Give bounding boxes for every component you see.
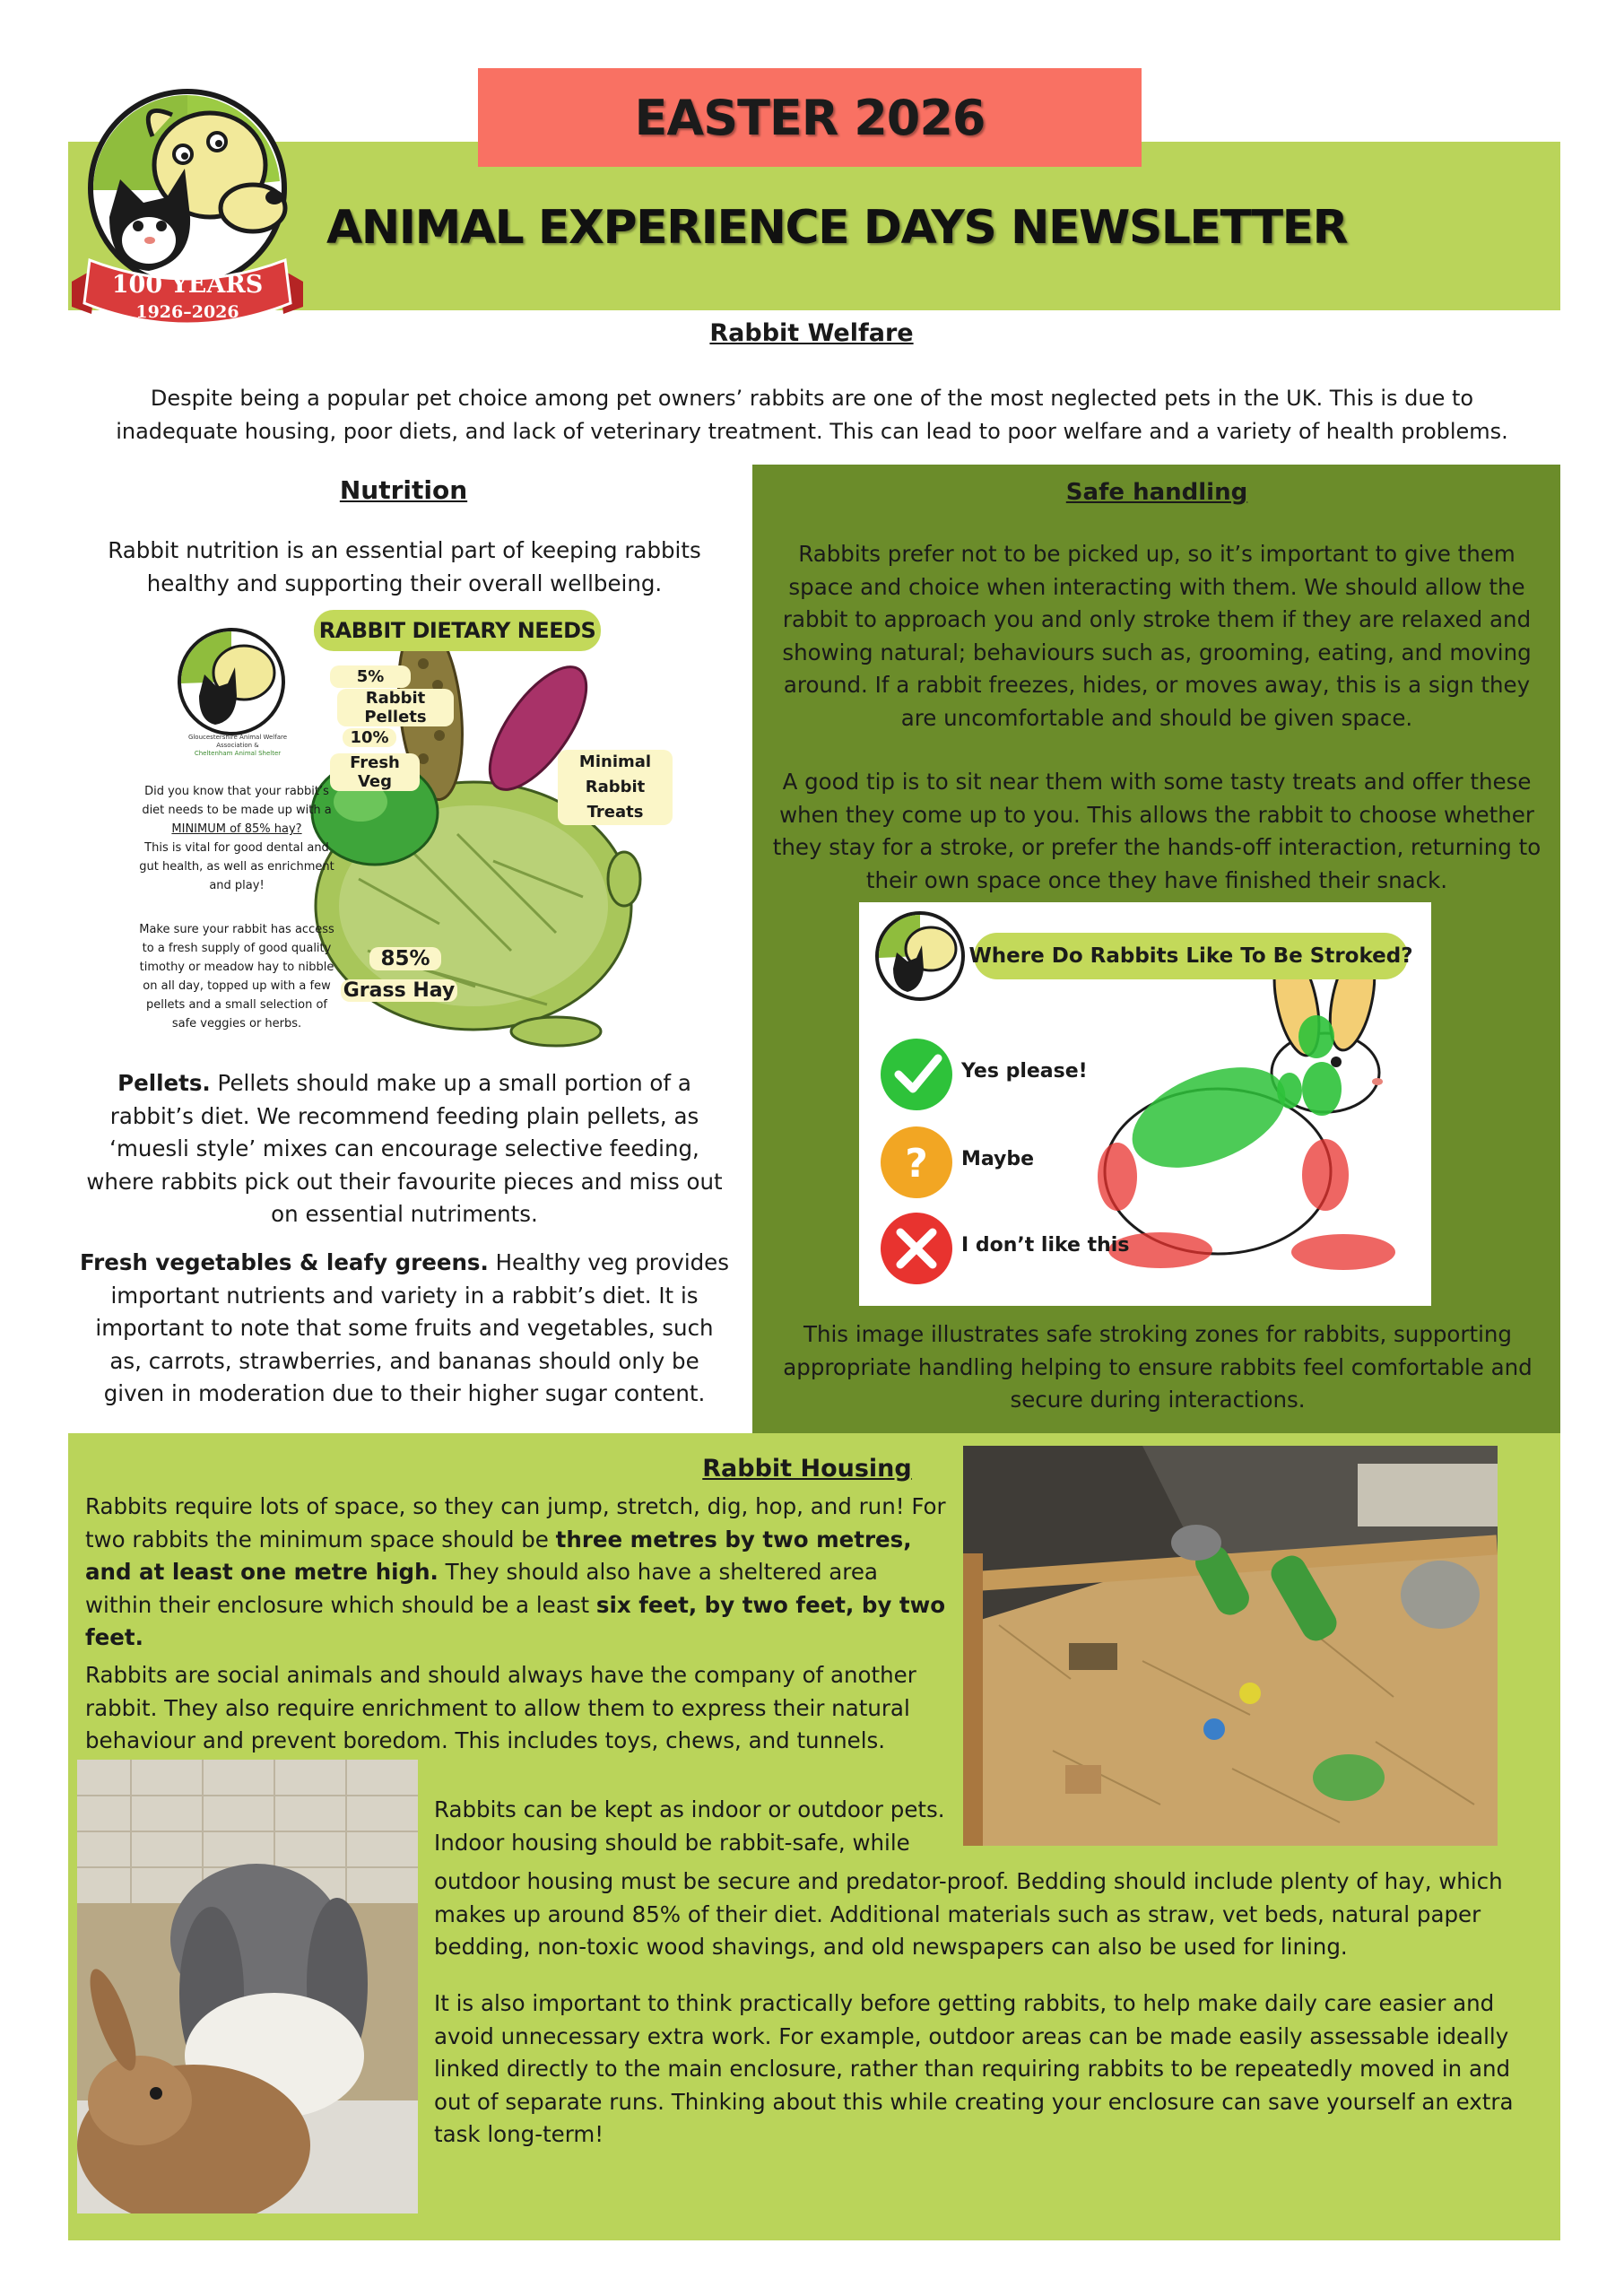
stroking-chart [859,902,1431,1306]
dietary-note-2: Make sure your rabbit has access to a fresh supply of good quality timothy or meadow hay to nibble on all day, topped up with a few pellets and a small selection of safe veggies or herbs. [139,923,334,1031]
rabbits-photo [77,1760,418,2213]
housing-para-3: outdoor housing must be secure and predator-proof. Bedding should include plenty of hay, which makes up around 85% of their diet. Additional materials such as straw, vet beds, natural paper bedding, non-toxic wood shavings, and old newspapers can also be used for lining. [434,1868,1503,1960]
treats-line-1: Minimal [578,752,652,771]
veg-name-label [330,753,420,791]
zone-front-feet [1291,1234,1395,1270]
stroking-title: Where Do Rabbits Like To Be Stroked? [968,944,1413,968]
easter-banner: EASTER 2026 [478,68,1142,167]
yes-label: Yes please! [961,1060,1088,1083]
housing-p1-a: Rabbits require lots of space, so they can jump, stretch, dig, hop, and run! For two rabbits the minimum space should be [85,1493,946,1552]
zone-tail [1098,1143,1137,1211]
pellets-paragraph [77,1067,732,1231]
nutrition-heading: Nutrition [339,475,468,505]
veg-title: Fresh vegetables & leafy greens. [79,1249,489,1275]
zone-forehead [1298,1015,1334,1058]
nutrition-intro: Rabbit nutrition is an essential part of keeping rabbits healthy and supporting their overall wellbeing. [108,537,701,596]
hay-pct-label [369,947,441,970]
housing-para-1 [85,1491,946,1655]
shelter-name-line-2: Cheltenham Animal Shelter [194,750,282,757]
note-1c: This is vital for good dental and gut health, as well as enrichment and play! [139,841,334,892]
stroking-title-pill [968,933,1413,979]
handling-para-1: Rabbits prefer not to be picked up, so it’s important to give them space and choice when interacting with them. We should allow the rabbit to approach you and only stroke them if they are relaxed and showing natural; behaviours such as, grooming, eating, and moving around. If a rabbit freezes, hides, or moves away, this is a sign they are uncomfortable and should be given space. [782,541,1532,731]
shelter-name-line-1: Gloucestershire Animal Welfare Association & [187,734,288,749]
shelter-name [170,734,305,758]
treats-label [558,750,673,825]
veg-paragraph [77,1247,732,1411]
pellets-name: Rabbit Pellets [364,689,427,726]
note-1b: MINIMUM of 85% hay? [171,822,302,836]
svg-text:?: ? [905,1141,928,1187]
dietary-infographic [135,610,673,1058]
housing-p1-d: six feet, by two feet, by two feet. [85,1591,946,1650]
enclosure-photo [963,1446,1498,1846]
housing-para-4: It is also important to think practically before getting rabbits, to help make daily care easier and avoid unnecessary extra work. For example, outdoor areas can be made easily assessable ideally linked directly to the main enclosure, rather than requiring rabbits to be repeatedly moved in and out of separate runs. Thinking about this while creating your enclosure can save yourself an extra task long-term! [434,1990,1514,2147]
welfare-intro-line-2: inadequate housing, poor diets, and lack of veterinary treatment. This can lead to poor welfare and a variety of health problems. [116,419,1508,444]
newsletter-title: ANIMAL EXPERIENCE DAYS NEWSLETTER [326,201,1348,255]
hay-pct: 85% [380,947,430,970]
yes-icon [881,1039,952,1110]
logo-years: 100 YEARS [111,271,264,299]
note-1a: Did you know that your rabbit’s diet needs to be made up with a [142,785,332,817]
welfare-intro-line-1: Despite being a popular pet choice among pet owners’ rabbits are one of the most neglected pets in the UK. This is due to [150,386,1474,411]
pellets-label [330,665,411,688]
housing-para-3-line-2: Indoor housing should be rabbit-safe, while [434,1830,910,1856]
treats-line-2: Rabbit Treats [585,778,646,822]
veg-text: Healthy veg provides important nutrients and variety in a rabbit’s diet. It is important to note that some fruits and vegetables, such as, carrots, strawberries, and bananas should only be given in moderation due to their higher sugar content. [95,1249,730,1406]
stroking-caption: This image illustrates safe stroking zones for rabbits, supporting appropriate handling helping to ensure rabbits feel comfortable and secure during interactions. [783,1321,1533,1413]
veg-name: Fresh Veg [350,753,400,791]
dietary-banner [314,610,601,651]
handling-heading: Safe handling [1065,479,1248,506]
shelter-logo [66,83,308,343]
maybe-label: Maybe [961,1148,1035,1170]
pellets-text: Pellets should make up a small portion of a rabbit’s diet. We recommend feeding plain pellets, as ‘muesli style’ mixes can encourage selective feeding, where rabbits pick out their favourite pieces and miss out on essential nutriments. [86,1070,723,1227]
zone-cheek [1302,1062,1342,1116]
hay-name: Grass Hay [343,979,456,1002]
veg-pct-label [343,728,396,747]
hay-name-label [341,979,457,1002]
housing-heading: Rabbit Housing [702,1455,912,1483]
housing-p1-c: They should also have a sheltered area within their enclosure which should be a least [85,1559,878,1618]
housing-para-3-line-1: Rabbits can be kept as indoor or outdoor pets. [434,1796,945,1822]
no-label: I don’t like this [961,1234,1130,1257]
veg-pct: 10% [350,728,389,747]
pellets-name-label [337,689,454,726]
dietary-banner-text: RABBIT DIETARY NEEDS [318,618,596,643]
handling-para-2: A good tip is to sit near them with some tasty treats and offer these when they come up to you. This allows the rabbit to choose whether they stay for a stroke, or prefer the hands-off interaction, returning to their own space once they have finished their snack. [772,769,1541,893]
zone-chest [1302,1139,1349,1211]
pellets-title: Pellets. [117,1070,211,1096]
welfare-heading: Rabbit Welfare [709,319,914,347]
housing-para-2: Rabbits are social animals and should always have the company of another rabbit. They also require enrichment to allow them to express their natural behaviour and prevent boredom. This includes toys, chews, and tunnels. [85,1662,916,1753]
dog-nose [265,190,283,204]
grey-hide [1401,1561,1480,1629]
housing-p1-b: three metres by two metres, and at least one metre high. [85,1526,912,1585]
rabbit-drawing [1098,944,1395,1270]
pellets-pct: 5% [356,667,385,686]
logo-dates: 1926–2026 [135,302,239,322]
dietary-note-1 [135,782,339,895]
